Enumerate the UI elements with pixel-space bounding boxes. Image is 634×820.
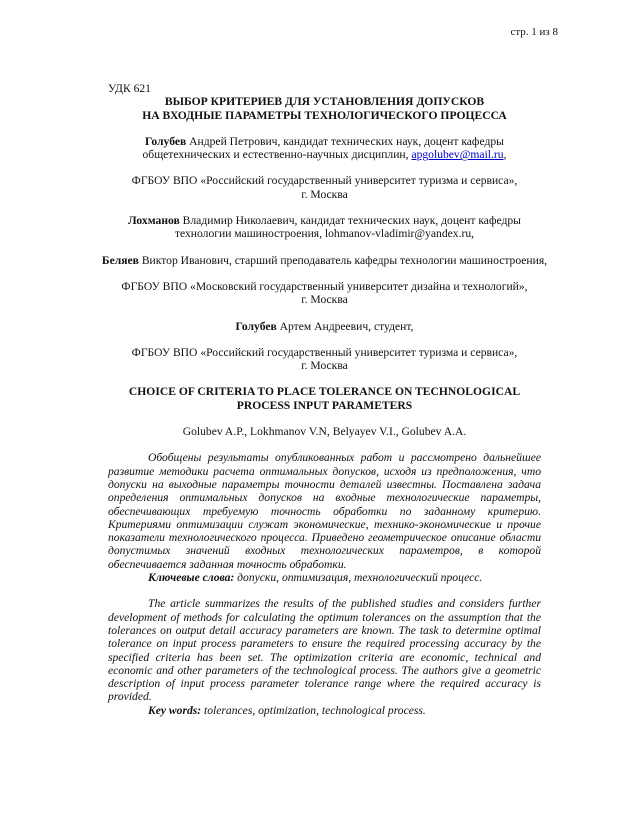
article-body bbox=[101, 82, 548, 730]
title-en: CHOICE OF CRITERIA TO PLACE TOLERANCE ON TECHNOLOGICAL PROCESS INPUT PARAMETERS bbox=[128, 385, 521, 412]
authors-en: Golubev A.P., Lokhmanov V.N, Belyayev V.I., Golubev A.A. bbox=[182, 425, 467, 439]
abstract-en: The article summarizes the results of the published studies and considers further development of methods for calculating the optimum tolerances on the assumption that the tolerances on output detail accuracy parameters are known. The task to determine optimal tolerance on input process parameters to ensure the required processing accuracy by the specified criteria has been set. The optimization criteria are economic, technical and economic and other parameters of the technological process. The authors give a geometric description of input process parameter tolerance range where the required accuracy is provided. bbox=[108, 597, 541, 704]
abstract-ru: Обобщены результаты опубликованных работ и рассмотрено дальнейшее развитие методики расчета оптимальных допусков, исходя из предположения, что допуски на выходные параметры точности деталей известны. Поставлена задача определения оптимальных допусков на входные технологические параметры, обеспечивающих требуемую точность обработки по заданному критерию. Критериями оптимизации служат экономические, технико-экономические и прочие показатели технологического процесса. Приведено геометрическое описание области допустимых значений входных технологических параметров, в которой обеспечивается заданная точность обработки. bbox=[108, 451, 541, 571]
author-2-line-2: технологии машиностроения, lohmanov-vladimir@yandex.ru, bbox=[174, 227, 475, 241]
page-number: стр. 1 из 8 bbox=[510, 26, 558, 38]
udk-code: УДК 621 bbox=[108, 82, 151, 95]
keywords-en bbox=[108, 704, 541, 717]
author-2-surname: Лохманов bbox=[128, 214, 180, 228]
author-4-line-1 bbox=[108, 320, 541, 333]
keywords-en-text: tolerances, optimization, technological process. bbox=[201, 703, 426, 717]
affiliation-3-line-1: ФГБОУ ВПО «Московский государственный университет дизайна и технологий», bbox=[121, 279, 528, 293]
title-ru-line-1: ВЫБОР КРИТЕРИЕВ ДЛЯ УСТАНОВЛЕНИЯ ДОПУСКОВ bbox=[164, 95, 485, 109]
author-4-details-1: Артем Андреевич, студент, bbox=[276, 319, 414, 333]
affiliation-3 bbox=[108, 280, 541, 307]
keywords-en-label: Key words: bbox=[148, 703, 202, 717]
author-3-details-1: Виктор Иванович, старший преподаватель кафедры технологии машиностроения, bbox=[138, 253, 548, 267]
author-3-line-1 bbox=[80, 254, 569, 267]
affiliation-3-line-2: г. Москва bbox=[301, 293, 348, 307]
author-1-surname: Голубев bbox=[145, 134, 187, 148]
author-3 bbox=[80, 254, 569, 267]
author-4-surname: Голубев bbox=[235, 319, 277, 333]
affiliation-1-line-1: ФГБОУ ВПО «Российский государственный университет туризма и сервиса», bbox=[131, 174, 518, 188]
affiliation-1 bbox=[108, 174, 541, 201]
author-1-email-link[interactable]: apgolubev@mail.ru bbox=[411, 148, 504, 162]
title-ru-line-2: НА ВХОДНЫЕ ПАРАМЕТРЫ ТЕХНОЛОГИЧЕСКОГО ПРОЦЕССА bbox=[142, 108, 507, 122]
author-1-details-2: общетехнических и естественно-научных дисциплин, bbox=[142, 148, 412, 162]
author-1-line-1 bbox=[108, 135, 541, 148]
author-1-details-1: Андрей Петрович, кандидат технических наук, доцент кафедры bbox=[186, 134, 504, 148]
author-1-email-suffix: , bbox=[503, 148, 507, 162]
author-2 bbox=[108, 214, 541, 241]
author-3-surname: Беляев bbox=[101, 253, 139, 267]
affiliation-4-line-1: ФГБОУ ВПО «Российский государственный университет туризма и сервиса», bbox=[131, 345, 518, 359]
affiliation-4-line-2: г. Москва bbox=[301, 359, 348, 373]
author-2-line-1 bbox=[108, 214, 541, 227]
title-ru bbox=[108, 95, 541, 122]
author-1 bbox=[108, 135, 541, 162]
affiliation-1-line-2: г. Москва bbox=[301, 187, 348, 201]
keywords-ru-label: Ключевые слова: bbox=[148, 571, 235, 585]
author-1-line-2 bbox=[108, 148, 541, 161]
affiliation-4 bbox=[108, 346, 541, 373]
author-2-details-1: Владимир Николаевич, кандидат технических наук, доцент кафедры bbox=[179, 214, 521, 228]
author-4 bbox=[108, 320, 541, 333]
keywords-ru bbox=[108, 571, 541, 584]
keywords-ru-text: допуски, оптимизация, технологический процесс. bbox=[234, 571, 483, 585]
